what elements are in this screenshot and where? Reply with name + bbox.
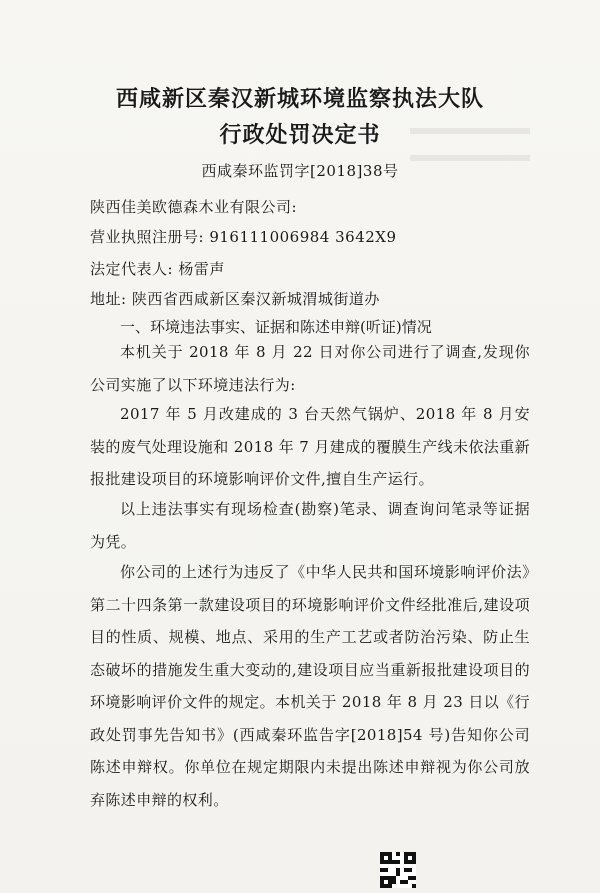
document-title-line1: 西咸新区秦汉新城环境监察执法大队 bbox=[115, 87, 484, 112]
license-number: 营业执照注册号: 916111006984 3642X9 bbox=[90, 228, 397, 246]
paragraph-evidence: 以上违法事实有现场检查(勘察)笔录、调查询问笔录等证据为凭。 bbox=[90, 500, 530, 551]
document-number: 西咸秦环监罚字[2018]38号 bbox=[201, 162, 399, 180]
recipient-company: 陕西佳美欧德森木业有限公司: bbox=[90, 198, 298, 216]
paragraph-violation: 2017 年 5 月改建成的 3 台天然气锅炉、2018 年 8 月安装的废气处理设施和 2018 年 7 月建成的覆膜生产线未依法重新报批建设项目的环境影响评价文件,擅自生产运行。 bbox=[90, 405, 530, 488]
legal-representative: 法定代表人: 杨雷声 bbox=[90, 260, 225, 278]
paragraph-investigation: 本机关于 2018 年 8 月 22 日对你公司进行了调查,发现你公司实施了以下环境违法行为: bbox=[90, 343, 530, 394]
recipient-address: 地址: 陕西省西咸新区秦汉新城渭城街道办 bbox=[90, 290, 380, 308]
section-heading: 一、环境违法事实、证据和陈述申辩(听证)情况 bbox=[120, 318, 432, 336]
qr-code-icon bbox=[380, 852, 416, 888]
document-title-line2: 行政处罚决定书 bbox=[219, 123, 381, 148]
paragraph-legal-basis: 你公司的上述行为违反了《中华人民共和国环境影响评价法》第二十四条第一款建设项目的环境影响评价文件经批准后,建设项目的性质、规模、地点、采用的生产工艺或者防治污染、防止生态破坏的措施发生重大变动的,建设项目应当重新报批建设项目的环境影响评价文件的规定。本机关于 2018 年 8 月 23 日以《行政处罚事先告知书》(西咸秦环监告字[2018]54 号)告知你公司陈述申辩权。你单位在规定期限内未提出陈述申辩视为你公司放弃陈述申辩的权利。 bbox=[90, 563, 530, 809]
